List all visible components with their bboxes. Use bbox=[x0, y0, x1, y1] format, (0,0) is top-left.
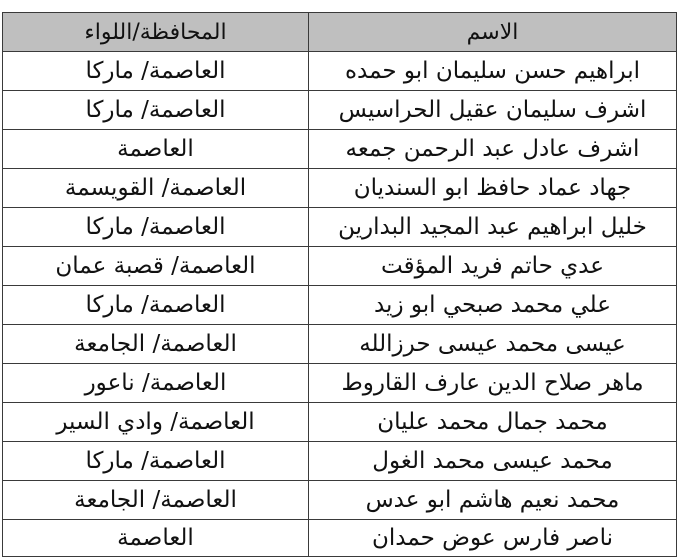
cell-governorate: العاصمة/ ناعور bbox=[3, 364, 309, 403]
cell-name: اشرف سليمان عقيل الحراسيس bbox=[309, 91, 677, 130]
cell-governorate: العاصمة/ ماركا bbox=[3, 208, 309, 247]
table-row bbox=[3, 247, 677, 286]
cell-governorate: العاصمة/ قصبة عمان bbox=[3, 247, 309, 286]
table-row bbox=[3, 52, 677, 91]
cell-governorate: العاصمة/ ماركا bbox=[3, 442, 309, 481]
cell-name: علي محمد صبحي ابو زيد bbox=[309, 286, 677, 325]
cell-governorate: العاصمة/ الجامعة bbox=[3, 325, 309, 364]
cell-name: عيسى محمد عيسى حرزالله bbox=[309, 325, 677, 364]
cell-name: ناصر فارس عوض حمدان bbox=[309, 520, 677, 557]
table-row bbox=[3, 481, 677, 520]
names-table-container bbox=[2, 12, 676, 557]
cell-name: محمد نعيم هاشم ابو عدس bbox=[309, 481, 677, 520]
table-row bbox=[3, 403, 677, 442]
table-row bbox=[3, 130, 677, 169]
table-row bbox=[3, 286, 677, 325]
cell-name: جهاد عماد حافظ ابو السنديان bbox=[309, 169, 677, 208]
table-row bbox=[3, 208, 677, 247]
cell-governorate: العاصمة/ الجامعة bbox=[3, 481, 309, 520]
table-row bbox=[3, 91, 677, 130]
cell-name: محمد عيسى محمد الغول bbox=[309, 442, 677, 481]
table-row bbox=[3, 520, 677, 557]
cell-governorate: العاصمة bbox=[3, 130, 309, 169]
table-row bbox=[3, 169, 677, 208]
cell-name: اشرف عادل عبد الرحمن جمعه bbox=[309, 130, 677, 169]
cell-name: خليل ابراهيم عبد المجيد البدارين bbox=[309, 208, 677, 247]
header-name: الاسم bbox=[309, 13, 677, 52]
cell-name: ابراهيم حسن سليمان ابو حمده bbox=[309, 52, 677, 91]
cell-name: ماهر صلاح الدين عارف القاروط bbox=[309, 364, 677, 403]
table-header-row bbox=[3, 13, 677, 52]
names-table bbox=[2, 12, 677, 557]
cell-governorate: العاصمة/ ماركا bbox=[3, 52, 309, 91]
header-governorate: المحافظة/اللواء bbox=[3, 13, 309, 52]
cell-name: محمد جمال محمد عليان bbox=[309, 403, 677, 442]
table-row bbox=[3, 364, 677, 403]
cell-governorate: العاصمة/ القويسمة bbox=[3, 169, 309, 208]
cell-governorate: العاصمة/ وادي السير bbox=[3, 403, 309, 442]
cell-governorate: العاصمة/ ماركا bbox=[3, 286, 309, 325]
cell-governorate: العاصمة/ ماركا bbox=[3, 91, 309, 130]
table-row bbox=[3, 325, 677, 364]
table-row bbox=[3, 442, 677, 481]
cell-governorate: العاصمة bbox=[3, 520, 309, 557]
cell-name: عدي حاتم فريد المؤقت bbox=[309, 247, 677, 286]
